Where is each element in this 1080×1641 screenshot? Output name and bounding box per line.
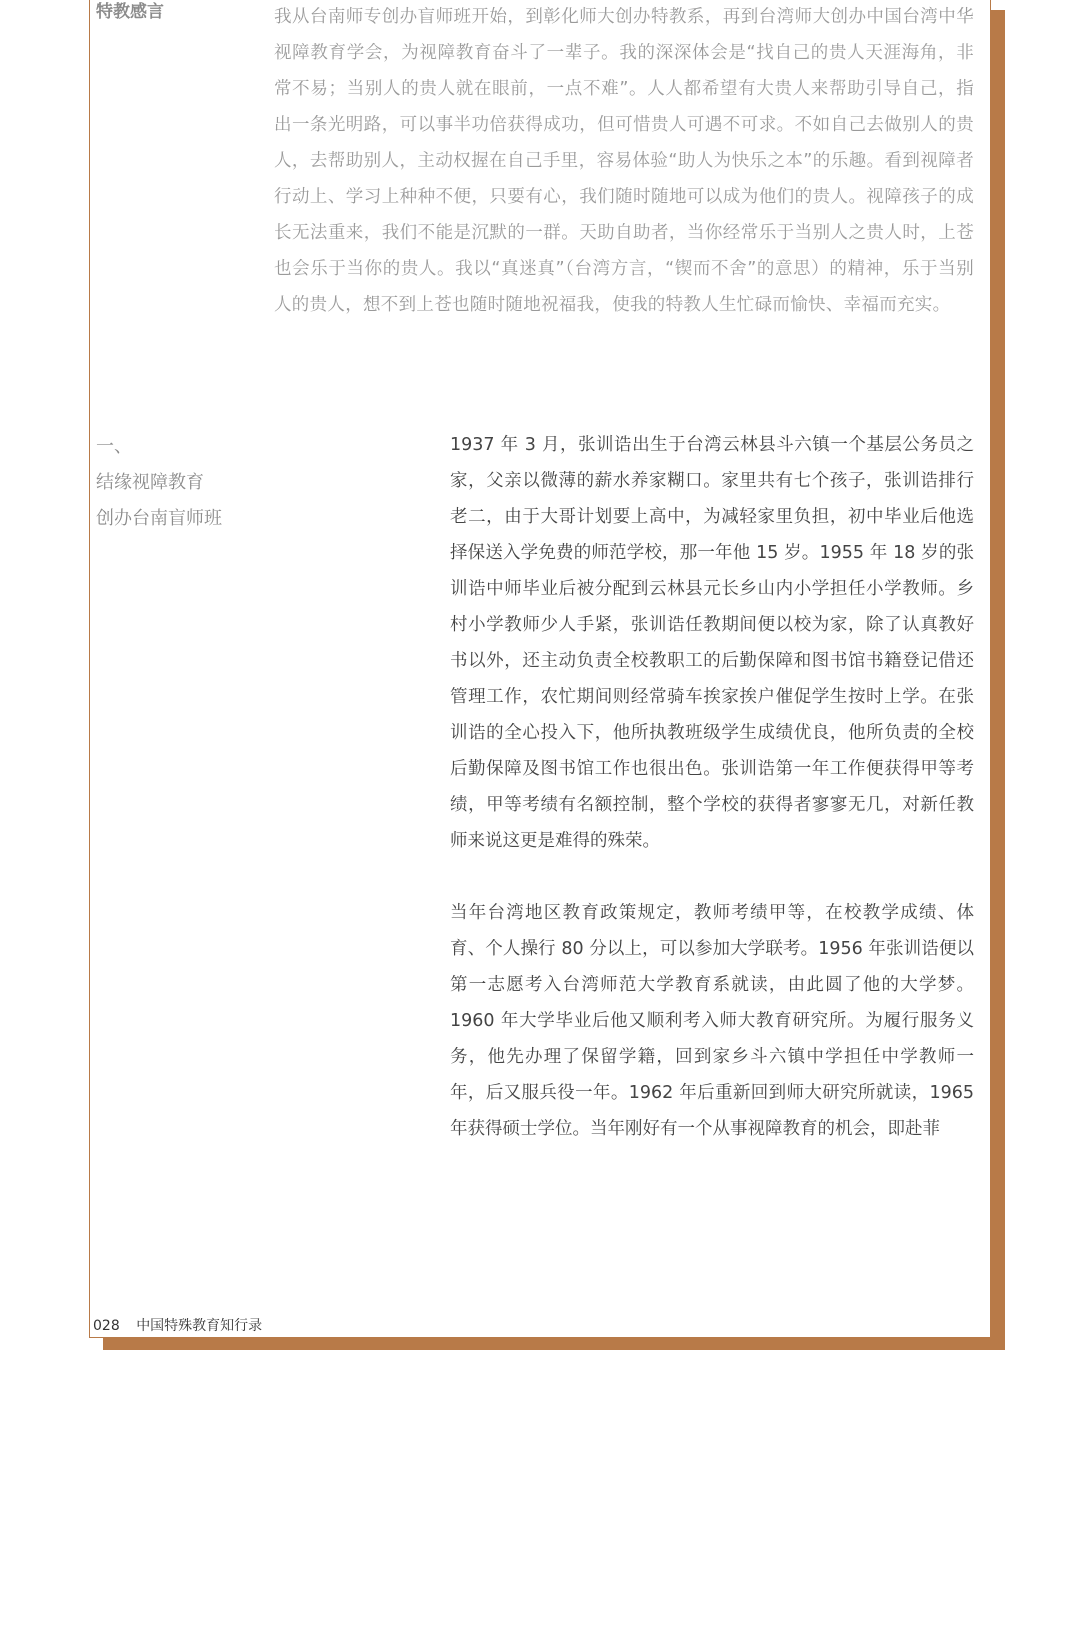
- section-title-line1: 结缘视障教育: [96, 472, 204, 493]
- body-paragraph-2: 当年台湾地区教育政策规定，教师考绩甲等，在校教学成绩、体育、个人操行 80 分以上，可以参加大学联考。1956 年张训诰便以第一志愿考入台湾师范大学教育系就读，由此圆了他的大学梦。1960 年大学毕业后他又顺利考入师大教育研究所。为履行服务义务，他先办理了保留学籍，回到家乡斗六镇中学担任中学教师一年，后又服兵役一年。1962 年后重新回到师大研究所就读，1965 年获得硕士学位。当年刚好有一个从事视障教育的机会，即赴菲: [450, 903, 974, 1139]
- body-paragraph-1: 1937 年 3 月，张训诰出生于台湾云林县斗六镇一个基层公务员之家，父亲以微薄的薪水养家糊口。家里共有七个孩子，张训诰排行老二，由于大哥计划要上高中，为减轻家里负担，初中毕业后他选择保送入学免费的师范学校，那一年他 15 岁。1955 年 18 岁的张训诰中师毕业后被分配到云林县元长乡山内小学担任小学教师。乡村小学教师少人手紧，张训诰任教期间便以校为家，除了认真教好书以外，还主动负责全校教职工的后勤保障和图书馆书籍登记借还管理工作，农忙期间则经常骑车挨家挨户催促学生按时上学。在张训诰的全心投入下，他所执教班级学生成绩优良，他所负责的全校后勤保障及图书馆工作也很出色。张训诰第一年工作便获得甲等考绩，甲等考绩有名额控制，整个学校的获得者寥寥无几，对新任教师来说这更是难得的殊荣。: [450, 435, 974, 851]
- page-number: 028: [93, 1318, 120, 1334]
- section-title-line2: 创办台南盲师班: [96, 508, 222, 529]
- book-title: 中国特殊教育知行录: [136, 1318, 263, 1334]
- page-footer: [93, 1317, 262, 1335]
- section-number: 一、: [96, 436, 132, 457]
- book-page: [89, 0, 991, 1338]
- quote-text: 我从台南师专创办盲师班开始，到彰化师大创办特教系，再到台湾师大创办中国台湾中华视障教育学会，为视障教育奋斗了一辈子。我的深深体会是“找自己的贵人天涯海角，非常不易；当别人的贵人就在眼前，一点不难”。人人都希望有大贵人来帮助引导自己，指出一条光明路，可以事半功倍获得成功，但可惜贵人可遇不可求。不如自己去做别人的贵人，去帮助别人，主动权握在自己手里，容易体验“助人为快乐之本”的乐趣。看到视障者行动上、学习上种种不便，只要有心，我们随时随地可以成为他们的贵人。视障孩子的成长无法重来，我们不能是沉默的一群。天助自助者，当你经常乐于当别人之贵人时，上苍也会乐于当你的贵人。我以“真迷真”（台湾方言，“锲而不舍”的意思）的精神，乐于当别人的贵人，想不到上苍也随时随地祝福我，使我的特教人生忙碌而愉快、幸福而充实。: [274, 7, 974, 315]
- body-text: [450, 427, 974, 1183]
- quote-label: 特教感言: [96, 2, 164, 22]
- section-heading: [96, 429, 296, 537]
